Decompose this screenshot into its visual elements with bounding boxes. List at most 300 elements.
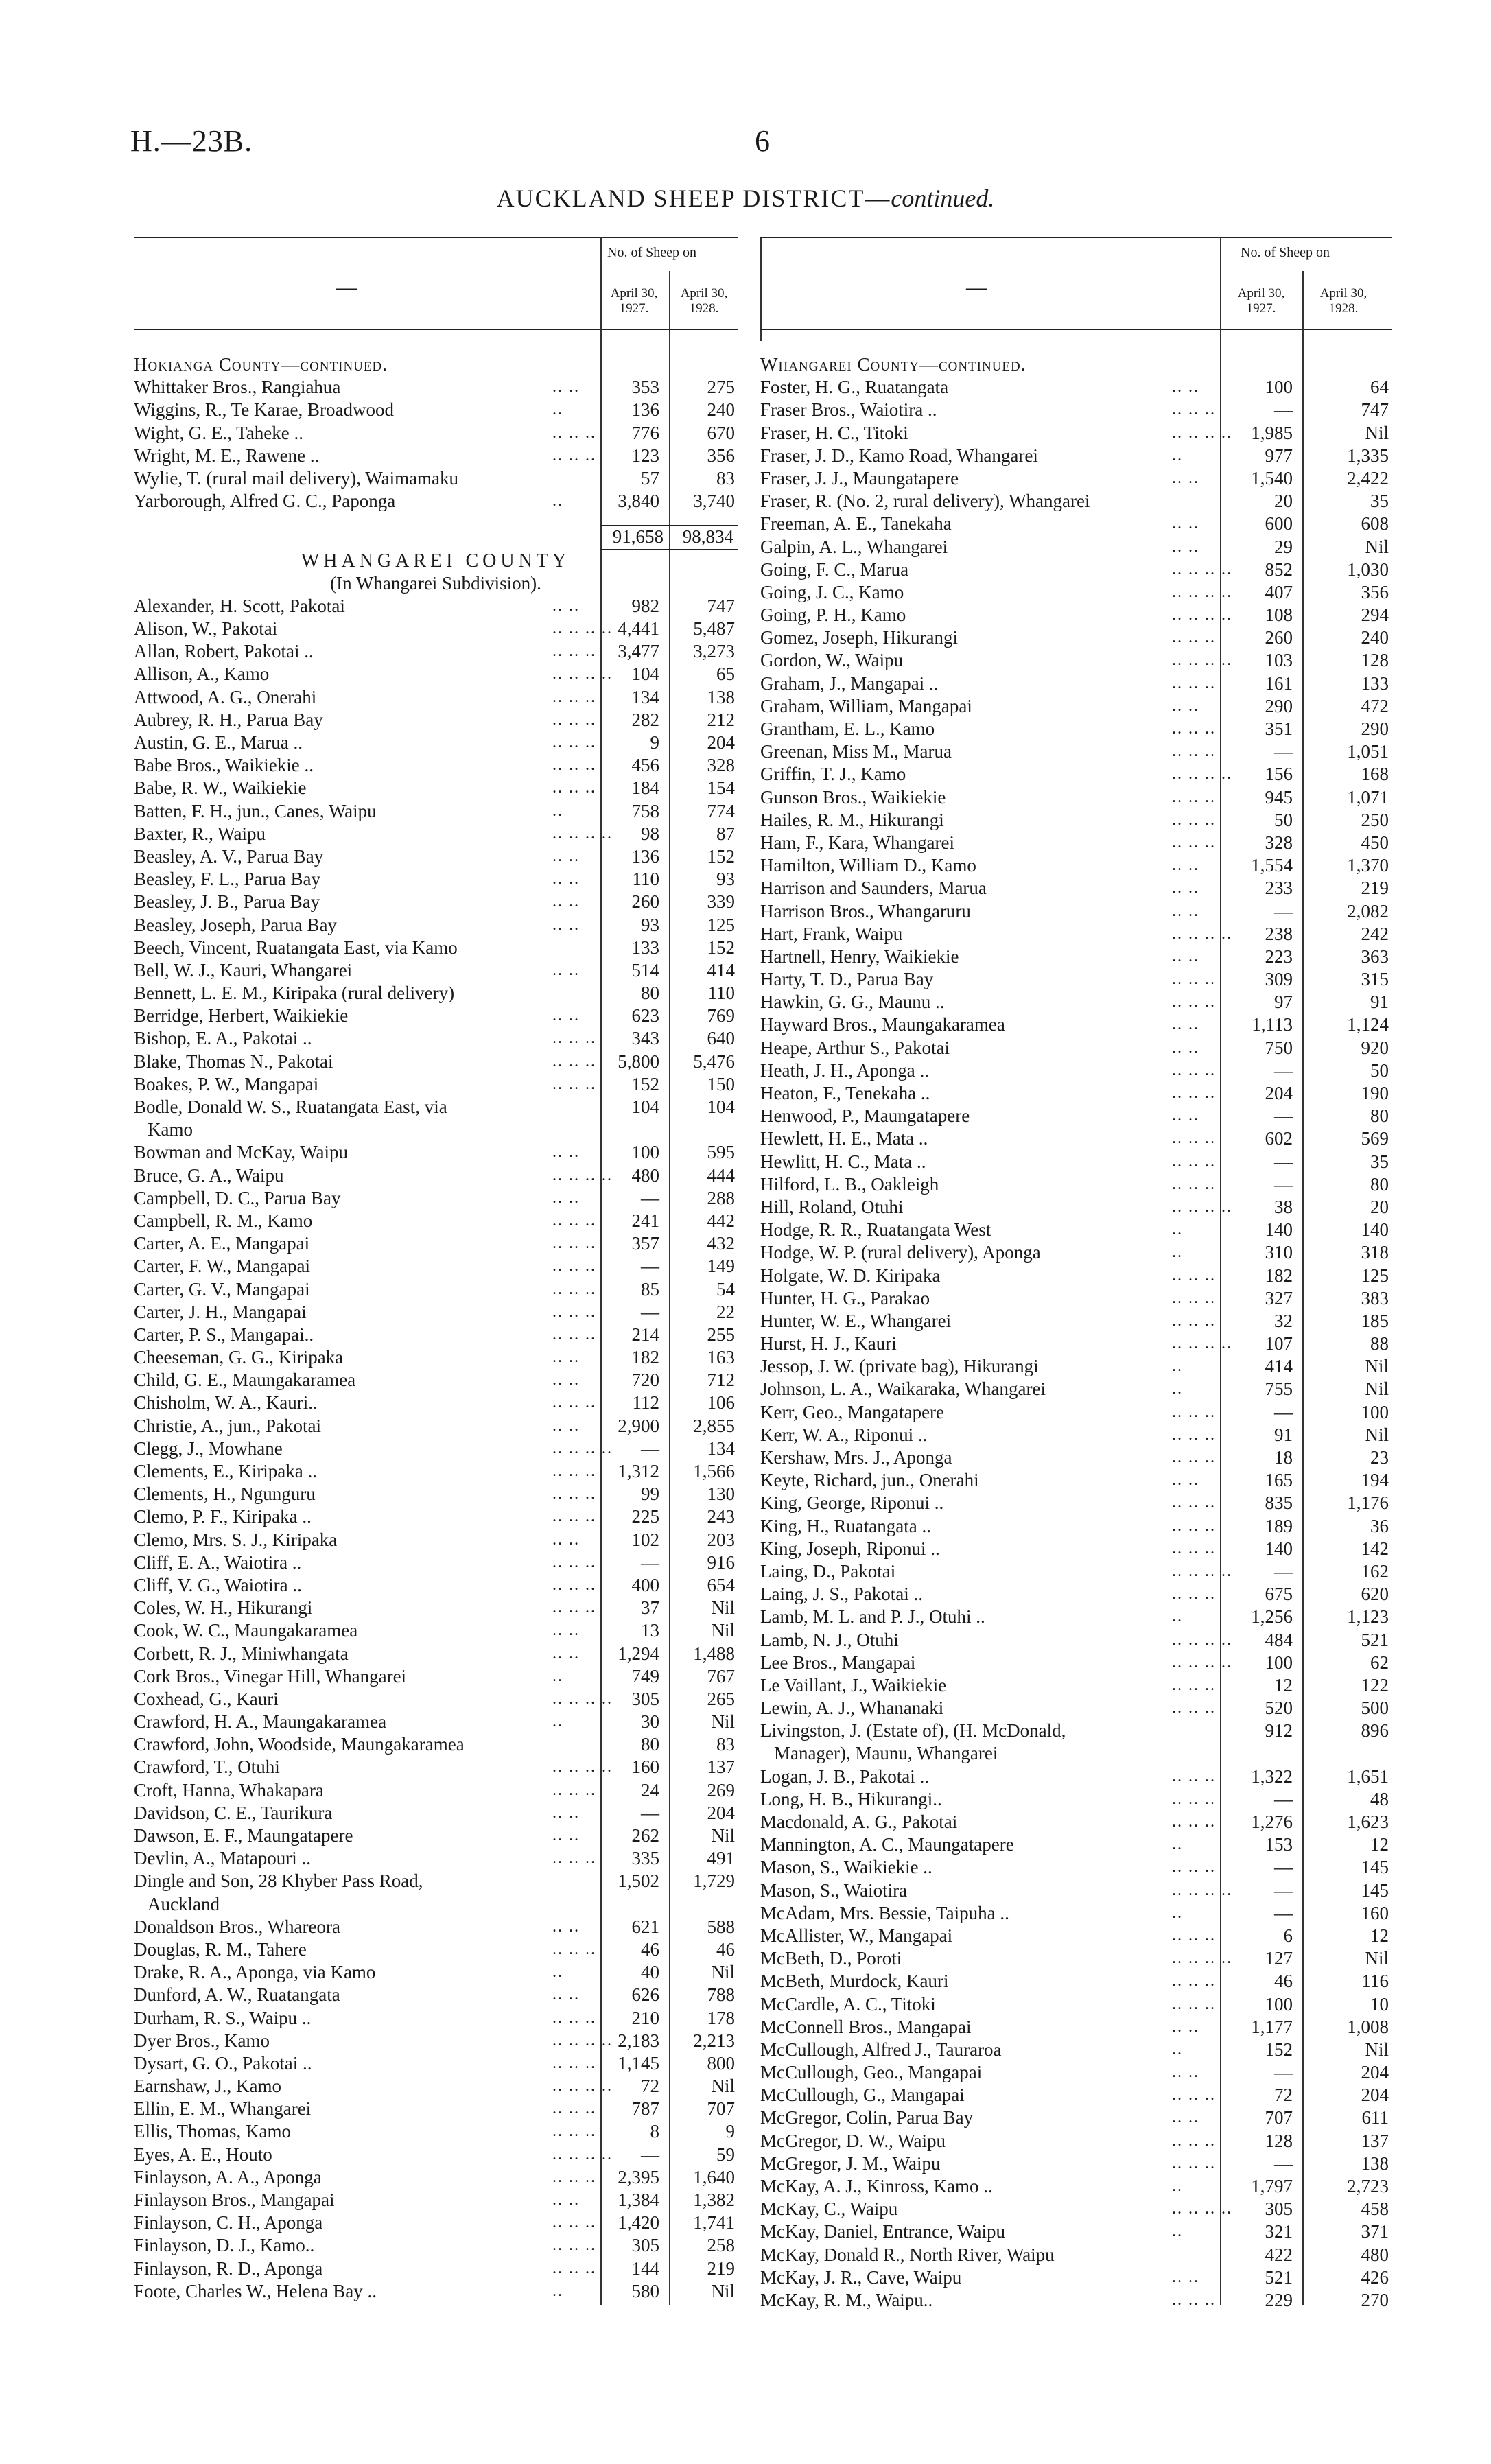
table-row xyxy=(760,513,1392,535)
leader-dots: .. .. .. xyxy=(552,1234,596,1253)
entry-name: Fraser, R. (No. 2, rural delivery), Whangarei xyxy=(760,491,1090,512)
sheep-1928: 318 xyxy=(1361,1242,1389,1263)
table-row xyxy=(134,982,738,1005)
sheep-1927: 422 xyxy=(1265,2244,1293,2265)
sheep-1927: 5,800 xyxy=(618,1051,659,1072)
sheep-1928: 654 xyxy=(707,1574,735,1595)
entry-name: Fraser Bros., Waiotira .. xyxy=(760,399,937,421)
entry-name: Cliff, E. A., Waiotira .. xyxy=(134,1551,302,1573)
sheep-1928: 36 xyxy=(1370,1515,1389,1536)
sheep-1928: 747 xyxy=(1361,399,1389,421)
sheep-1928: 916 xyxy=(707,1551,735,1573)
sheep-1927: 24 xyxy=(641,1779,659,1800)
leader-dots: .. .. xyxy=(1172,879,1199,897)
entry-name: Graham, William, Mangapai xyxy=(760,695,972,716)
sheep-1927: 229 xyxy=(1265,2289,1293,2310)
entry-name: Heape, Arthur S., Pakotai xyxy=(760,1037,950,1058)
sheep-1928: 98,834 xyxy=(682,526,733,548)
table-row xyxy=(134,845,738,868)
sheep-1928: 1,051 xyxy=(1347,741,1389,762)
table-row xyxy=(760,1788,1392,1811)
sheep-1927: 1,322 xyxy=(1251,1765,1293,1787)
table-row xyxy=(760,695,1392,718)
sheep-1928: 22 xyxy=(716,1301,735,1322)
sheep-1928: 242 xyxy=(1361,923,1389,944)
leader-dots: .. .. xyxy=(1172,2109,1199,2127)
entry-name: Dingle and Son, 28 Khyber Pass Road, xyxy=(134,1870,423,1892)
sheep-1927: 749 xyxy=(631,1665,659,1687)
leader-dots: .. .. xyxy=(1172,515,1199,533)
sheep-1927: 260 xyxy=(631,891,659,913)
left-header-group-label: No. of Sheep on xyxy=(607,245,696,260)
table-row xyxy=(134,640,738,663)
leader-dots: .. xyxy=(1172,446,1183,465)
left-column-table xyxy=(134,237,738,2303)
table-row xyxy=(134,2098,738,2120)
entry-name: Aubrey, R. H., Parua Bay xyxy=(134,709,323,730)
table-row xyxy=(134,1574,738,1597)
leader-dots: .. .. .. xyxy=(1172,674,1216,692)
entry-name: Cork Bros., Vinegar Hill, Whangarei xyxy=(134,1665,407,1687)
sheep-1927: — xyxy=(1274,2152,1293,2174)
entry-name: Hamilton, William D., Kamo xyxy=(760,855,976,876)
table-row xyxy=(134,2007,738,2030)
table-row xyxy=(134,1232,738,1255)
sheep-1928: 88 xyxy=(1370,1333,1389,1354)
table-row xyxy=(760,2266,1392,2289)
sheep-1927: 1,145 xyxy=(618,2052,659,2074)
leader-dots: .. .. xyxy=(552,1803,580,1822)
leader-dots: .. .. .. xyxy=(1172,1448,1216,1466)
entry-name: Beasley, A. V., Parua Bay xyxy=(134,845,324,867)
sheep-1927: 260 xyxy=(1265,627,1293,648)
sheep-1927: 852 xyxy=(1265,559,1293,580)
sheep-1927: 136 xyxy=(631,399,659,421)
sheep-1927: 310 xyxy=(1265,1242,1293,1263)
leader-dots: .. .. .. .. xyxy=(1172,765,1232,784)
sheep-1927: 153 xyxy=(1265,1834,1293,1855)
left-table-header xyxy=(134,237,738,341)
table-row xyxy=(134,1551,738,1574)
leader-dots: .. .. .. .. xyxy=(552,2077,613,2096)
sheep-1927: 3,477 xyxy=(618,641,659,662)
leader-dots: .. .. .. xyxy=(552,1075,596,1093)
leader-dots: .. xyxy=(552,2281,563,2300)
leader-dots: .. .. .. xyxy=(552,2259,596,2277)
sheep-1927: 400 xyxy=(631,1574,659,1595)
table-row xyxy=(134,2234,738,2257)
sheep-1927: 110 xyxy=(632,869,659,890)
county-heading xyxy=(134,353,738,376)
leader-dots: .. xyxy=(1172,1903,1183,1922)
entry-name: Beasley, J. B., Parua Bay xyxy=(134,891,320,913)
sheep-1927: 305 xyxy=(631,1688,659,1709)
sheep-1928: 194 xyxy=(1361,1470,1389,1491)
leader-dots: .. xyxy=(552,1667,563,1685)
sheep-1927: 37 xyxy=(641,1597,659,1619)
sheep-1927: 38 xyxy=(1274,1196,1293,1217)
leader-dots: .. .. xyxy=(552,596,580,615)
table-row xyxy=(760,1378,1392,1400)
entry-name: Going, J. C., Kamo xyxy=(760,581,904,602)
leader-dots: .. .. .. xyxy=(552,1280,596,1298)
leader-dots: .. xyxy=(552,1963,563,1982)
leader-dots: .. .. xyxy=(552,1827,580,1844)
left-header-1927: April 30, 1927. xyxy=(610,286,658,316)
right-header-left-rule xyxy=(760,238,762,341)
sheep-1927: — xyxy=(641,1551,659,1573)
entry-name: Grantham, E. L., Kamo xyxy=(760,718,935,739)
sheep-1927: 305 xyxy=(631,2235,659,2256)
sheep-1927: 98 xyxy=(641,823,659,844)
sheep-1927: 91,658 xyxy=(612,526,664,548)
entry-name: Hewlett, H. E., Mata .. xyxy=(760,1128,928,1149)
sheep-1928: 1,623 xyxy=(1347,1811,1389,1832)
sheep-1928: 5,476 xyxy=(693,1051,735,1072)
sheep-1928: 458 xyxy=(1361,2198,1389,2220)
table-row xyxy=(760,900,1392,923)
leader-dots: .. .. xyxy=(552,1371,580,1389)
sheep-1928: 219 xyxy=(707,2257,735,2279)
leader-dots: .. .. .. xyxy=(1172,970,1216,989)
table-row xyxy=(134,1505,738,1528)
entry-name: McBeth, D., Poroti xyxy=(760,1948,902,1969)
entry-name: Coles, W. H., Hikurangi xyxy=(134,1597,313,1619)
sheep-1927: 12 xyxy=(1274,1674,1293,1696)
leader-dots: .. .. .. xyxy=(1172,1494,1216,1512)
entry-name: Alison, W., Pakotai xyxy=(134,618,278,640)
sheep-1927: 600 xyxy=(1265,513,1293,535)
table-row xyxy=(760,1310,1392,1333)
sheep-1927: 144 xyxy=(631,2257,659,2279)
sheep-1927: 755 xyxy=(1265,1378,1293,1400)
entry-name: Hokianga County—continued. xyxy=(134,354,388,375)
leader-dots: .. xyxy=(552,492,563,511)
sheep-1927: 152 xyxy=(1265,2039,1293,2060)
table-row xyxy=(760,1765,1392,1788)
sheep-1927: — xyxy=(1274,1857,1293,1878)
sheep-1927: 156 xyxy=(1265,764,1293,785)
sheep-1927: 305 xyxy=(1265,2198,1293,2220)
table-row xyxy=(134,937,738,959)
entry-name: Finlayson Bros., Mangapai xyxy=(134,2190,335,2210)
entry-name: Batten, F. H., jun., Canes, Waipu xyxy=(134,800,377,821)
sheep-1928: 154 xyxy=(707,777,735,799)
entry-name: Going, P. H., Kamo xyxy=(760,605,906,626)
right-header-group-label: No. of Sheep on xyxy=(1241,245,1330,260)
right-header-dash: — xyxy=(966,276,987,298)
table-row xyxy=(134,709,738,731)
leader-dots: .. .. .. xyxy=(552,1029,596,1048)
table-row xyxy=(134,550,738,572)
leader-dots: .. .. .. .. xyxy=(1172,1197,1232,1216)
sheep-1928: 769 xyxy=(707,1005,735,1026)
table-row xyxy=(134,1051,738,1073)
sheep-1928: 5,487 xyxy=(693,618,735,640)
entry-name: Beasley, Joseph, Parua Bay xyxy=(134,914,337,935)
table-row xyxy=(134,1141,738,1164)
sheep-1928: 611 xyxy=(1361,2107,1389,2128)
sheep-1927: 357 xyxy=(631,1233,659,1254)
sheep-1927: 720 xyxy=(631,1370,659,1391)
sheep-1927: 29 xyxy=(1274,536,1293,557)
leader-dots: .. .. .. xyxy=(552,2236,596,2255)
leader-dots: .. .. .. xyxy=(1172,1858,1216,1877)
table-row xyxy=(134,618,738,640)
sheep-1928: 178 xyxy=(707,2007,735,2028)
sheep-1928: Nil xyxy=(711,1962,735,1983)
leader-dots: .. .. xyxy=(552,1986,580,2004)
sheep-1927: 514 xyxy=(631,959,659,981)
entry-name: Corbett, R. J., Miniwhangata xyxy=(134,1643,349,1664)
sheep-1928: 569 xyxy=(1361,1128,1389,1149)
sheep-1927: 104 xyxy=(631,664,659,685)
sheep-1927: 80 xyxy=(641,1734,659,1755)
entry-name: Bennett, L. E. M., Kiripaka (rural delivery) xyxy=(134,983,455,1004)
sheep-1927: 580 xyxy=(631,2280,659,2301)
sheep-1928: 265 xyxy=(707,1688,735,1709)
leader-dots: .. .. .. xyxy=(1172,401,1216,419)
entry-name: Henwood, P., Maungatapere xyxy=(760,1105,970,1127)
table-row xyxy=(760,2039,1392,2061)
table-row xyxy=(760,672,1392,695)
sheep-1928: 243 xyxy=(707,1506,735,1527)
sheep-1927: 912 xyxy=(1265,1720,1293,1741)
entry-name: Earnshaw, J., Kamo xyxy=(134,2076,281,2097)
sheep-1927: 100 xyxy=(1265,1652,1293,1673)
sheep-1927: 99 xyxy=(641,1483,659,1505)
entry-name: Beasley, F. L., Parua Bay xyxy=(134,869,321,890)
entry-name: Kamo xyxy=(148,1119,193,1140)
sheep-1928: 450 xyxy=(1361,832,1389,853)
sheep-1927: — xyxy=(641,1256,659,1277)
leader-dots: .. .. .. xyxy=(1172,2086,1216,2104)
table-row xyxy=(134,1483,738,1505)
entry-name: McKay, Donald R., North River, Waipu xyxy=(760,2244,1055,2265)
entry-name: Whangarei County—continued. xyxy=(760,354,1026,375)
sheep-1928: 185 xyxy=(1361,1310,1389,1331)
sheep-1928: 788 xyxy=(707,1984,735,2006)
sheep-1928: 707 xyxy=(707,2098,735,2120)
entry-name: Yarborough, Alfred G. C., Paponga xyxy=(134,491,396,512)
sheep-1928: 270 xyxy=(1361,2289,1389,2310)
sheep-1928: 106 xyxy=(707,1392,735,1413)
entry-name: Carter, F. W., Mangapai xyxy=(134,1256,310,1277)
sheep-1927: 602 xyxy=(1265,1128,1293,1149)
leader-dots: .. .. .. xyxy=(1172,788,1216,806)
sheep-1927: 133 xyxy=(631,937,659,958)
table-row xyxy=(134,1779,738,1802)
sheep-1928: 46 xyxy=(716,1938,735,1960)
entry-name: Graham, J., Mangapai .. xyxy=(760,672,939,694)
sheep-1927: — xyxy=(1274,1173,1293,1195)
sheep-1928: 87 xyxy=(716,823,735,844)
table-row xyxy=(134,1005,738,1027)
entry-name: Attwood, A. G., Onerahi xyxy=(134,686,317,707)
sheep-1928: 1,335 xyxy=(1347,445,1389,466)
sheep-1928: 747 xyxy=(707,595,735,616)
leader-dots: .. .. .. xyxy=(552,1553,596,1571)
table-row xyxy=(134,686,738,709)
table-row xyxy=(134,1916,738,1938)
entry-name: Holgate, W. D. Kiripaka xyxy=(760,1265,941,1286)
sheep-1928: 432 xyxy=(707,1233,735,1254)
table-row xyxy=(760,1902,1392,1925)
table-row xyxy=(760,1469,1392,1492)
leader-dots: .. .. .. .. xyxy=(1172,560,1232,578)
sheep-1928: 640 xyxy=(707,1028,735,1049)
sheep-1927: 93 xyxy=(641,914,659,935)
table-row xyxy=(760,1492,1392,1514)
sheep-1927: 776 xyxy=(631,422,659,443)
table-row xyxy=(134,1301,738,1324)
leader-dots: .. .. xyxy=(552,2191,580,2209)
sheep-1927: 225 xyxy=(631,1506,659,1527)
leader-dots: .. .. .. .. xyxy=(552,2031,613,2050)
entry-name: Harty, T. D., Parua Bay xyxy=(760,969,934,990)
table-row xyxy=(760,445,1392,467)
table-row xyxy=(760,1355,1392,1378)
table-row xyxy=(760,946,1392,968)
sheep-1927: 184 xyxy=(631,777,659,799)
leader-dots: .. .. .. xyxy=(552,642,596,661)
table-row xyxy=(134,1893,738,1916)
entry-name: Griffin, T. J., Kamo xyxy=(760,764,906,785)
table-row xyxy=(760,1173,1392,1196)
sheep-1927: 100 xyxy=(631,1142,659,1163)
sheep-1928: 64 xyxy=(1370,377,1389,398)
table-row xyxy=(134,663,738,685)
table-row xyxy=(760,1401,1392,1424)
sheep-1928: 896 xyxy=(1361,1720,1389,1741)
right-header-1927: April 30, 1927. xyxy=(1237,286,1285,316)
table-row xyxy=(760,1993,1392,2016)
sheep-1928: 80 xyxy=(1370,1105,1389,1127)
leader-dots: .. .. .. xyxy=(552,1575,596,1594)
entry-name: Berridge, Herbert, Waikiekie xyxy=(134,1005,349,1026)
sheep-1927: 182 xyxy=(631,1347,659,1368)
sheep-1927: 1,540 xyxy=(1251,467,1293,489)
sheep-1927: 328 xyxy=(1265,832,1293,853)
sheep-1928: Nil xyxy=(1365,2039,1389,2060)
table-row xyxy=(760,1037,1392,1059)
sheep-1928: 9 xyxy=(725,2121,735,2142)
sheep-1928: Nil xyxy=(711,1711,735,1733)
entry-name: Lamb, N. J., Otuhi xyxy=(760,1629,899,1650)
county-heading xyxy=(760,353,1392,376)
table-row xyxy=(134,2052,738,2075)
table-row xyxy=(760,2016,1392,2039)
leader-dots: .. .. .. xyxy=(1172,1084,1216,1102)
sheep-1927: 91 xyxy=(1274,1424,1293,1445)
sheep-1927: 3,840 xyxy=(618,491,659,512)
sheep-1927: 1,384 xyxy=(618,2190,659,2210)
sheep-1927: 134 xyxy=(631,686,659,707)
leader-dots: .. .. .. xyxy=(552,688,596,706)
leader-dots: .. .. .. xyxy=(1172,1175,1216,1193)
entry-name: Lamb, M. L. and P. J., Otuhi .. xyxy=(760,1606,985,1628)
sheep-1927: 480 xyxy=(631,1164,659,1186)
table-row xyxy=(134,2166,738,2189)
sheep-1928: 472 xyxy=(1361,695,1389,716)
leader-dots: .. .. .. xyxy=(1172,1676,1216,1694)
sheep-1927: 835 xyxy=(1265,1492,1293,1514)
entry-name: Hewlitt, H. C., Mata .. xyxy=(760,1151,926,1172)
sheep-1928: 145 xyxy=(1361,1879,1389,1901)
entry-name: Hailes, R. M., Hikurangi xyxy=(760,809,944,830)
sheep-1927: 13 xyxy=(641,1620,659,1641)
table-row xyxy=(760,1515,1392,1538)
leader-dots: .. .. .. xyxy=(1172,720,1216,738)
entry-name: Foster, H. G., Ruatangata xyxy=(760,377,949,398)
sheep-1928: 152 xyxy=(707,937,735,958)
leader-dots: .. .. .. .. xyxy=(1172,1881,1232,1899)
table-row xyxy=(760,1196,1392,1219)
table-row xyxy=(760,581,1392,604)
entry-name: Beech, Vincent, Ruatangata East, via Kamo xyxy=(134,937,458,958)
leader-dots: .. xyxy=(1172,1243,1183,1262)
table-row xyxy=(134,1665,738,1688)
sheep-1927: — xyxy=(641,1301,659,1322)
table-row xyxy=(760,2061,1392,2084)
table-row xyxy=(134,376,738,399)
sheep-1928: 1,176 xyxy=(1347,1492,1389,1514)
leader-dots: .. .. .. xyxy=(1172,1539,1216,1558)
sheep-1927: 161 xyxy=(1265,672,1293,694)
right-header-bottom-rule xyxy=(760,329,1392,330)
sheep-1928: 162 xyxy=(1361,1560,1389,1582)
table-row xyxy=(134,2075,738,2098)
leader-dots: .. .. .. xyxy=(1172,1926,1216,1945)
table-row xyxy=(134,914,738,937)
leader-dots: .. .. xyxy=(1172,2017,1199,2036)
entry-name: Kerr, Geo., Mangatapere xyxy=(760,1401,945,1422)
entry-name: Croft, Hanna, Whakapara xyxy=(134,1779,324,1800)
sheep-1927: 309 xyxy=(1265,969,1293,990)
left-header-bottom-rule xyxy=(134,329,738,330)
right-column-table xyxy=(760,237,1392,2312)
leader-dots: .. .. xyxy=(552,378,580,397)
sheep-1928: 104 xyxy=(707,1096,735,1117)
leader-dots: .. .. .. xyxy=(552,779,596,797)
sheep-1927: 85 xyxy=(641,1278,659,1300)
leader-dots: .. .. .. .. xyxy=(1172,1335,1232,1353)
sheep-1927: 210 xyxy=(631,2007,659,2028)
table-row xyxy=(134,1096,738,1118)
table-row xyxy=(134,2120,738,2143)
leader-dots: .. .. .. xyxy=(552,1781,596,1799)
sheep-1928: 500 xyxy=(1361,1698,1389,1719)
sheep-1928: Nil xyxy=(711,1825,735,1846)
sheep-1928: 290 xyxy=(1361,718,1389,739)
sheep-1928: 140 xyxy=(1361,1219,1389,1241)
entry-name: Clemo, Mrs. S. J., Kiripaka xyxy=(134,1529,338,1550)
sheep-1927: 4,441 xyxy=(618,618,659,640)
sheep-1928: 1,370 xyxy=(1347,855,1389,876)
sheep-1927: 1,420 xyxy=(618,2212,659,2233)
entry-name: Wight, G. E., Taheke .. xyxy=(134,422,303,443)
sheep-1928: 595 xyxy=(707,1142,735,1163)
leader-dots: .. .. xyxy=(552,1416,580,1435)
left-header-dash: — xyxy=(336,276,357,298)
sheep-1928: 83 xyxy=(716,1734,735,1755)
entry-name: Blake, Thomas N., Pakotai xyxy=(134,1051,333,1072)
leader-dots: .. .. .. xyxy=(552,1849,596,1868)
sheep-1928: 12 xyxy=(1370,1834,1389,1855)
sheep-1927: 8 xyxy=(650,2121,659,2142)
sheep-1928: Nil xyxy=(1365,1378,1389,1400)
leader-dots: .. xyxy=(1172,1221,1183,1239)
